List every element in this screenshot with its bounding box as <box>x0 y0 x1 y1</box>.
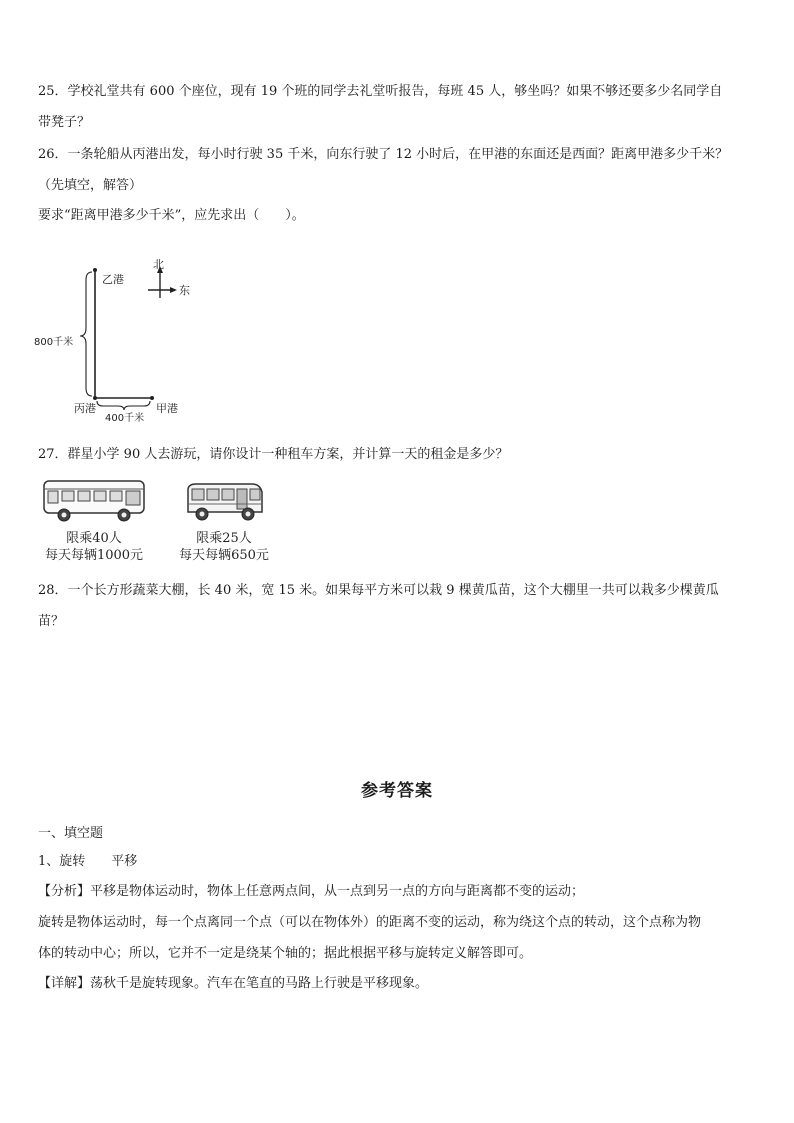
analysis-line1: 【分析】平移是物体运动时，物体上任意两点间，从一点到另一点的方向与距离都不变的运动； <box>38 884 585 899</box>
q26-line2: （先填空，解答） <box>38 178 143 193</box>
port-b-label: 乙港 <box>102 273 124 286</box>
east-arrow-icon <box>170 287 177 293</box>
big-bus-price: 每天每辆1000元 <box>44 548 144 563</box>
q28-line2: 苗？ <box>38 614 65 629</box>
q27-line1: 27．群星小学 90 人去游玩，请你设计一种租车方案，并计算一天的租金是多少？ <box>38 447 509 462</box>
port-a-dot <box>150 396 154 400</box>
vertical-distance-label: 800千米 <box>34 337 74 348</box>
vertical-brace <box>80 272 92 396</box>
analysis-line2: 旋转是物体运动时，每一个点离同一个点（可以在物体外）的距离不变的运动，称为绕这个点的转动，这个点称为物 <box>38 915 702 930</box>
port-diagram <box>30 250 200 425</box>
north-label: 北 <box>153 258 164 271</box>
big-bus-icon <box>40 475 148 525</box>
small-bus-price: 每天每辆650元 <box>179 548 269 563</box>
q25-line1: 25．学校礼堂共有 600 个座位，现有 19 个班的同学去礼堂听报告，每班 45 人，够坐吗？如果不够还要多少名同学自 <box>38 84 723 99</box>
port-a-label: 甲港 <box>156 402 178 415</box>
port-c-dot <box>93 396 97 400</box>
horizontal-brace <box>97 401 150 410</box>
q26-line1: 26．一条轮船从丙港出发，每小时行驶 35 千米，向东行驶了 12 小时后，在甲港的东面还是西面？距离甲港多少千米？ <box>38 147 729 162</box>
port-c-label: 丙港 <box>74 402 96 415</box>
small-bus-icon <box>182 480 266 526</box>
horizontal-distance-label: 400千米 <box>105 413 145 424</box>
analysis-line3: 体的转动中心；所以，它并不一定是绕某个轴的；据此根据平移与旋转定义解答即可。 <box>38 946 533 961</box>
small-bus-capacity: 限乘25人 <box>196 531 252 546</box>
port-b-dot <box>93 268 97 272</box>
q25-line2: 带凳子？ <box>38 115 91 130</box>
q26-line3: 要求“距离甲港多少千米”，应先求出（ ）。 <box>38 208 305 223</box>
answers-section1: 一、填空题 <box>38 826 104 841</box>
answers-title: 参考答案 <box>361 781 433 801</box>
answers-item1: 1、旋转 平移 <box>38 854 138 869</box>
big-bus-capacity: 限乘40人 <box>66 531 122 546</box>
detail-line1: 【详解】荡秋千是旋转现象。汽车在笔直的马路上行驶是平移现象。 <box>38 976 429 991</box>
q28-line1: 28．一个长方形蔬菜大棚，长 40 米，宽 15 米。如果每平方米可以栽 9 棵黄瓜苗，这个大棚里一共可以栽多少棵黄瓜 <box>38 583 719 598</box>
east-label: 东 <box>179 284 190 297</box>
